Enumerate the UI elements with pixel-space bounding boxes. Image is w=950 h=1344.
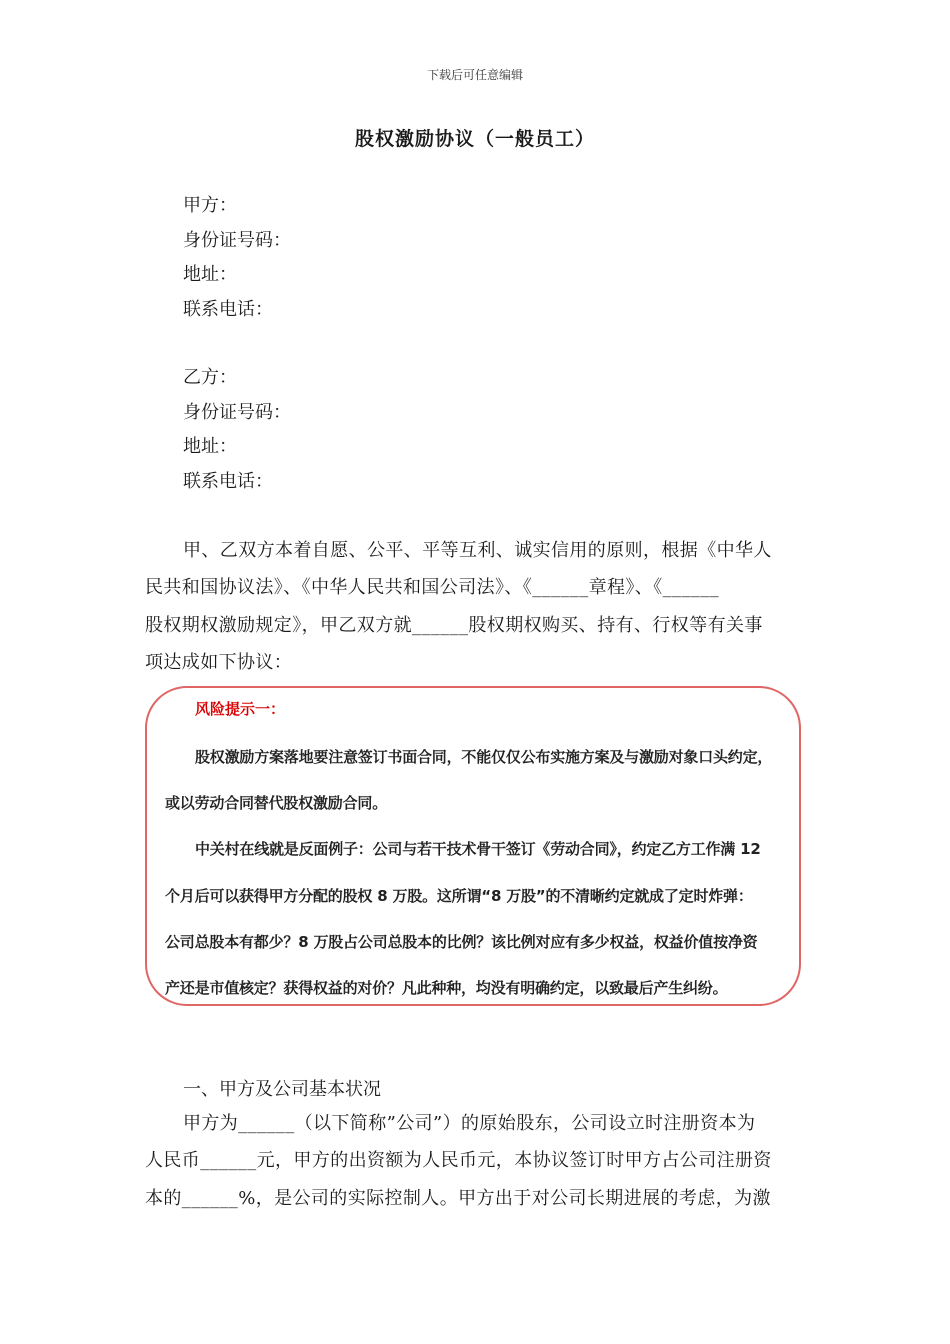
intro-line: 股权期权激励规定》，甲乙双方就______股权期权购买、持有、行权等有关事 — [145, 614, 763, 636]
section-1-heading: 一、甲方及公司基本状况 — [183, 1079, 381, 1100]
risk-notice-line: 中关村在线就是反面例子：公司与若干技术骨干签订《劳动合同》，约定乙方工作满 12 — [195, 840, 761, 858]
intro-paragraph — [145, 532, 807, 681]
party-b-address: 地址： — [183, 436, 237, 457]
risk-notice-line: 产还是市值核定？获得权益的对价？凡此种种，均没有明确约定，以致最后产生纠纷。 — [165, 979, 728, 997]
party-a-id-number: 身份证号码： — [183, 229, 291, 251]
intro-line: 民共和国协议法》、《中华人民共和国公司法》、《______章程》、《______ — [145, 577, 719, 599]
risk-notice-line: 或以劳动合同替代股权激励合同。 — [165, 794, 388, 812]
party-a-name: 甲方： — [183, 195, 237, 216]
party-b-name: 乙方： — [183, 367, 237, 388]
header-note: 下载后可任意编辑 — [426, 68, 523, 82]
risk-notice-title: 风险提示一： — [195, 700, 286, 718]
intro-line: 项达成如下协议： — [145, 651, 293, 673]
risk-notice-line: 股权激励方案落地要注意签订书面合同，不能仅仅公布实施方案及与激励对象口头约定， — [195, 748, 773, 766]
intro-line: 甲、乙双方本着自愿、公平、平等互利、诚实信用的原则，根据《中华人 — [183, 540, 772, 561]
party-a-block — [183, 189, 291, 327]
section-1-paragraph — [145, 1105, 807, 1217]
party-a-phone: 联系电话： — [183, 298, 273, 320]
risk-notice-box — [145, 686, 801, 1006]
section-1-line: 人民币______元，甲方的出资额为人民币元，本协议签订时甲方占公司注册资 — [145, 1150, 772, 1172]
section-1-line: 本的______%，是公司的实际控制人。甲方出于对公司长期进展的考虑，为激 — [145, 1187, 771, 1209]
risk-notice-line: 公司总股本有都少？8 万股占公司总股本的比例？该比例对应有多少权益，权益价值按净资 — [165, 933, 758, 951]
party-b-phone: 联系电话： — [183, 470, 273, 492]
risk-notice-line: 个月后可以获得甲方分配的股权 8 万股。这所谓“8 万股”的不清晰约定就成了定时炸弹： — [165, 887, 753, 905]
party-b-id-number: 身份证号码： — [183, 401, 291, 423]
party-b-block — [183, 361, 291, 499]
section-1-line: 甲方为______（以下简称”公司”）的原始股东，公司设立时注册资本为 — [183, 1113, 756, 1134]
document-title: 股权激励协议（一般员工） — [354, 128, 595, 150]
party-a-address: 地址： — [183, 264, 237, 285]
